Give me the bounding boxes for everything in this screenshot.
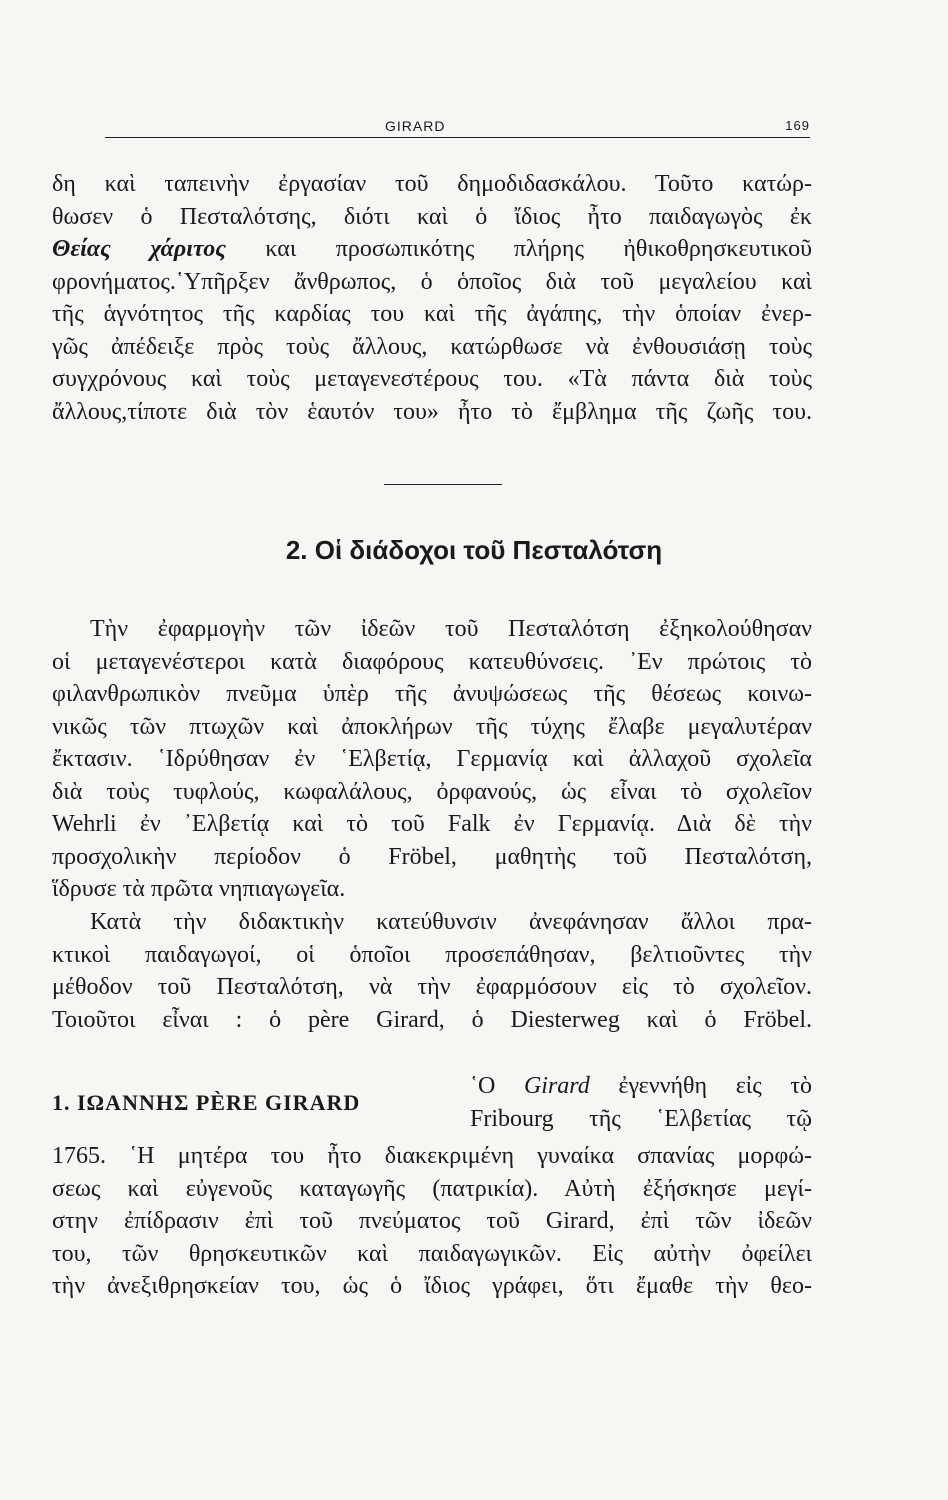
section-heading: 2. Οἱ διάδοχοι τοῦ Πεσταλότση: [285, 535, 663, 565]
text-line: στην ἐπίδρασιν ἐπὶ τοῦ πνεύματος τοῦ Girard, ἐπὶ τῶν ἰδεῶν: [52, 1208, 812, 1234]
text-line: φρονήματος.῾Υπῆρξεν ἄνθρωπος, ὁ ὁποῖος διὰ τοῦ μεγαλείου καὶ: [52, 268, 812, 295]
side-text: [470, 1070, 812, 1135]
sub-heading: 1. ΙΩΑΝΝΗΣ PÈRE GIRARD: [52, 1090, 361, 1115]
italic-name: Girard: [523, 1073, 590, 1099]
text-line: δη καὶ ταπεινὴν ἐργασίαν τοῦ δημοδιδασκάλου. Τοῦτο κατώρ-: [52, 171, 812, 197]
text-line: Κατὰ τὴν διδακτικὴν κατεύθυνσιν ἀνεφάνησαν ἄλλοι πρα-: [90, 909, 812, 935]
text-line: νικῶς τῶν πτωχῶν καὶ ἀποκλήρων τῆς τύχης ἔλαβε μεγαλυτέραν: [52, 713, 812, 740]
section-separator: [384, 484, 502, 485]
text-line: συγχρόνους καὶ τοὺς μεταγενεστέρους του. «Τὰ πάντα διὰ τοὺς: [52, 366, 812, 392]
text-line: του, τῶν θρησκευτικῶν καὶ παιδαγωγικῶν. Εἰς αὐτὴν ὀφείλει: [52, 1240, 812, 1267]
text-line: φιλανθρωπικὸν πνεῦμα ὑπὲρ τῆς ἀνυψώσεως τῆς θέσεως κοινω-: [52, 681, 812, 707]
text-line: Τὴν ἐφαρμογὴν τῶν ἰδεῶν τοῦ Πεσταλότση ἐξηκολούθησαν: [90, 616, 812, 642]
paragraph-3: [52, 906, 812, 1036]
text-line: μέθοδον τοῦ Πεσταλότση, νὰ τὴν ἐφαρμόσουν εἰς τὸ σχολεῖον.: [52, 974, 812, 1000]
text-line: [470, 1070, 812, 1103]
text-line: κτικοὶ παιδαγωγοί, οἱ ὁποῖοι προσεπάθησαν, βελτιοῦντες τὴν: [52, 941, 812, 968]
text-line: θωσεν ὁ Πεσταλότσης, διότι καὶ ὁ ἴδιος ἦτο παιδαγωγὸς ἐκ: [52, 203, 812, 230]
text-line: ἵδρυσε τὰ πρῶτα νηπιαγωγεῖα.: [52, 876, 346, 902]
running-header: [105, 118, 810, 138]
text-line: 1765. ῾Η μητέρα του ἦτο διακεκριμένη γυναίκα σπανίας μορφώ-: [52, 1143, 812, 1169]
italic-phrase: Θείας χάριτος: [52, 236, 226, 262]
page-number: 169: [785, 118, 810, 133]
text-fragment: ἐγεννήθη εἰς τὸ: [618, 1073, 813, 1099]
text-line: οἱ μεταγενέστεροι κατὰ διαφόρους κατευθύνσεις. ᾿Εν πρώτοις τὸ: [52, 648, 812, 675]
paragraph-2: [52, 613, 812, 906]
text-line: γῶς ἀπέδειξε πρὸς τοὺς ἄλλους, κατώρθωσε νὰ ἐνθουσιάσῃ τοὺς: [52, 333, 812, 360]
header-rule: [105, 137, 810, 138]
text-line: ἄλλους,τίποτε διὰ τὸν ἑαυτόν του» ἦτο τὸ ἔμβλημα τῆς ζωῆς του.: [52, 398, 812, 425]
text-line: Wehrli ἐν ᾿Ελβετίᾳ καὶ τὸ τοῦ Falk ἐν Γερμανίᾳ. Διὰ δὲ τὴν: [52, 811, 813, 837]
text-line: σεως καὶ εὐγενοῦς καταγωγῆς (πατρικία). Αὐτὴ ἐξήσκησε μεγί-: [52, 1175, 812, 1202]
text-line-rest: και προσωπικότης πλήρης ἠθικοθρησκευτικοῦ: [265, 236, 812, 262]
header-title: GIRARD: [385, 118, 446, 134]
text-line: τῆς ἁγνότητος τῆς καρδίας του καὶ τῆς ἀγάπης, τὴν ὁποίαν ἐνερ-: [52, 301, 812, 327]
text-line: [52, 233, 812, 266]
text-line: διὰ τοὺς τυφλούς, κωφαλάλους, ὀρφανούς, ὡς εἶναι τὸ σχολεῖον: [52, 778, 812, 805]
text-fragment: ῾Ο: [470, 1073, 496, 1099]
text-line: προσχολικὴν περίοδον ὁ Fröbel, μαθητὴς τοῦ Πεσταλότση,: [52, 843, 812, 870]
text-line: ἔκτασιν. ῾Ιδρύθησαν ἐν ῾Ελβετίᾳ, Γερμανίᾳ καὶ ἀλλαχοῦ σχολεῖα: [52, 746, 812, 772]
paragraph-1: [52, 168, 812, 428]
text-line: τὴν ἀνεξιθρησκείαν του, ὡς ὁ ἴδιος γράφει, ὅτι ἔμαθε τὴν θεο-: [52, 1273, 812, 1299]
text-line: Fribourg τῆς ῾Ελβετίας τῷ: [470, 1105, 812, 1132]
text-line: Τοιοῦτοι εἶναι : ὁ père Girard, ὁ Diesterweg καὶ ὁ Fröbel.: [52, 1006, 812, 1033]
paragraph-4: [52, 1140, 812, 1303]
